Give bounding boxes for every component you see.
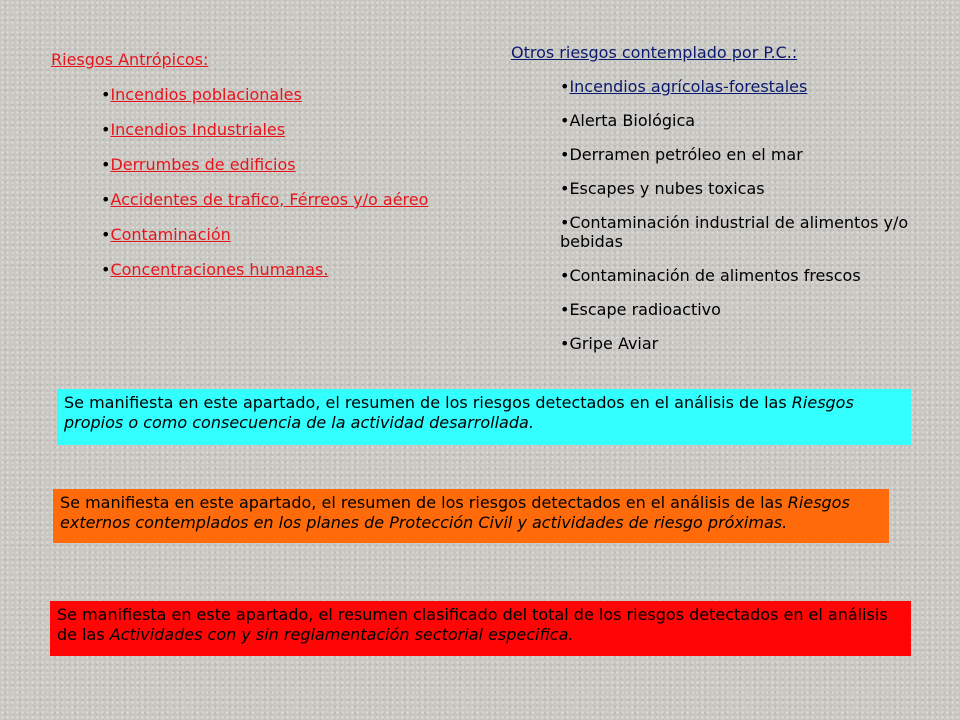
bullet: • [560, 334, 570, 353]
anthropic-risks-list [51, 85, 441, 279]
list-item [511, 334, 921, 353]
risk-text-escapes-toxicas: Escapes y nubes toxicas [569, 179, 765, 198]
list-item [511, 266, 921, 285]
risk-text-contaminacion-frescos: Contaminación de alimentos frescos [569, 266, 861, 285]
bullet: • [560, 213, 570, 232]
bullet: • [101, 85, 111, 104]
risk-link-accidentes[interactable]: Accidentes de trafico, Férreos y/o aéreo [110, 190, 429, 209]
summary-box-external-risks [53, 489, 889, 543]
summary-box-activities [50, 601, 911, 656]
list-item [511, 145, 921, 164]
anthropic-risks-panel [51, 50, 441, 295]
list-item [51, 260, 441, 279]
list-item [51, 225, 441, 244]
risk-link-contaminacion[interactable]: Contaminación [110, 225, 231, 244]
summary-text-plain: Se manifiesta en este apartado, el resumen de los riesgos detectados en el análisis de las [64, 393, 792, 412]
bullet: • [101, 120, 111, 139]
risk-link-concentraciones[interactable]: Concentraciones humanas. [110, 260, 329, 279]
list-item [51, 155, 441, 174]
list-item [51, 85, 441, 104]
other-risks-heading[interactable]: Otros riesgos contemplado por P.C.: [511, 43, 798, 62]
risk-text-derrame-petroleo: Derramen petróleo en el mar [569, 145, 803, 164]
risk-text-alerta-biologica: Alerta Biológica [569, 111, 696, 130]
list-item [511, 300, 921, 319]
risk-text-gripe-aviar: Gripe Aviar [569, 334, 659, 353]
bullet: • [101, 190, 111, 209]
bullet: • [560, 300, 570, 319]
bullet: • [101, 260, 111, 279]
risk-link-incendios-industriales[interactable]: Incendios Industriales [110, 120, 286, 139]
list-item [511, 111, 921, 130]
bullet: • [560, 111, 570, 130]
risk-text-escape-radioactivo: Escape radioactivo [569, 300, 721, 319]
list-item [511, 77, 921, 96]
list-item [51, 120, 441, 139]
bullet: • [560, 266, 570, 285]
risk-text-contaminacion-industrial: Contaminación industrial de alimentos y/o bebidas [560, 213, 909, 251]
other-risks-panel [511, 43, 921, 368]
summary-text-plain: Se manifiesta en este apartado, el resumen de los riesgos detectados en el análisis de las [60, 493, 788, 512]
risk-link-derrumbes[interactable]: Derrumbes de edificios [110, 155, 296, 174]
summary-text-plain: Se manifiesta en este apartado, el resumen clasificado del total de los riesgos detectados en el análisis de las [57, 605, 888, 644]
bullet: • [560, 145, 570, 164]
list-item [51, 190, 441, 209]
anthropic-risks-heading[interactable]: Riesgos Antrópicos: [51, 50, 209, 69]
summary-text-italic: Actividades con y sin reglamentación sectorial especifica. [109, 625, 574, 644]
bullet: • [560, 77, 570, 96]
list-item [511, 179, 921, 198]
summary-text-italic: Riesgos externos contemplados en los planes de Protección Civil y actividades de riesgo próximas. [60, 493, 850, 532]
summary-box-own-risks [57, 389, 911, 445]
bullet: • [101, 155, 111, 174]
bullet: • [101, 225, 111, 244]
bullet: • [560, 179, 570, 198]
other-risks-list [511, 77, 921, 353]
list-item [511, 213, 921, 251]
risk-link-incendios-poblacionales[interactable]: Incendios poblacionales [110, 85, 302, 104]
risk-link-incendios-forestales[interactable]: Incendios agrícolas-forestales [569, 77, 808, 96]
summary-text-italic: Riesgos propios o como consecuencia de la actividad desarrollada. [64, 393, 854, 432]
